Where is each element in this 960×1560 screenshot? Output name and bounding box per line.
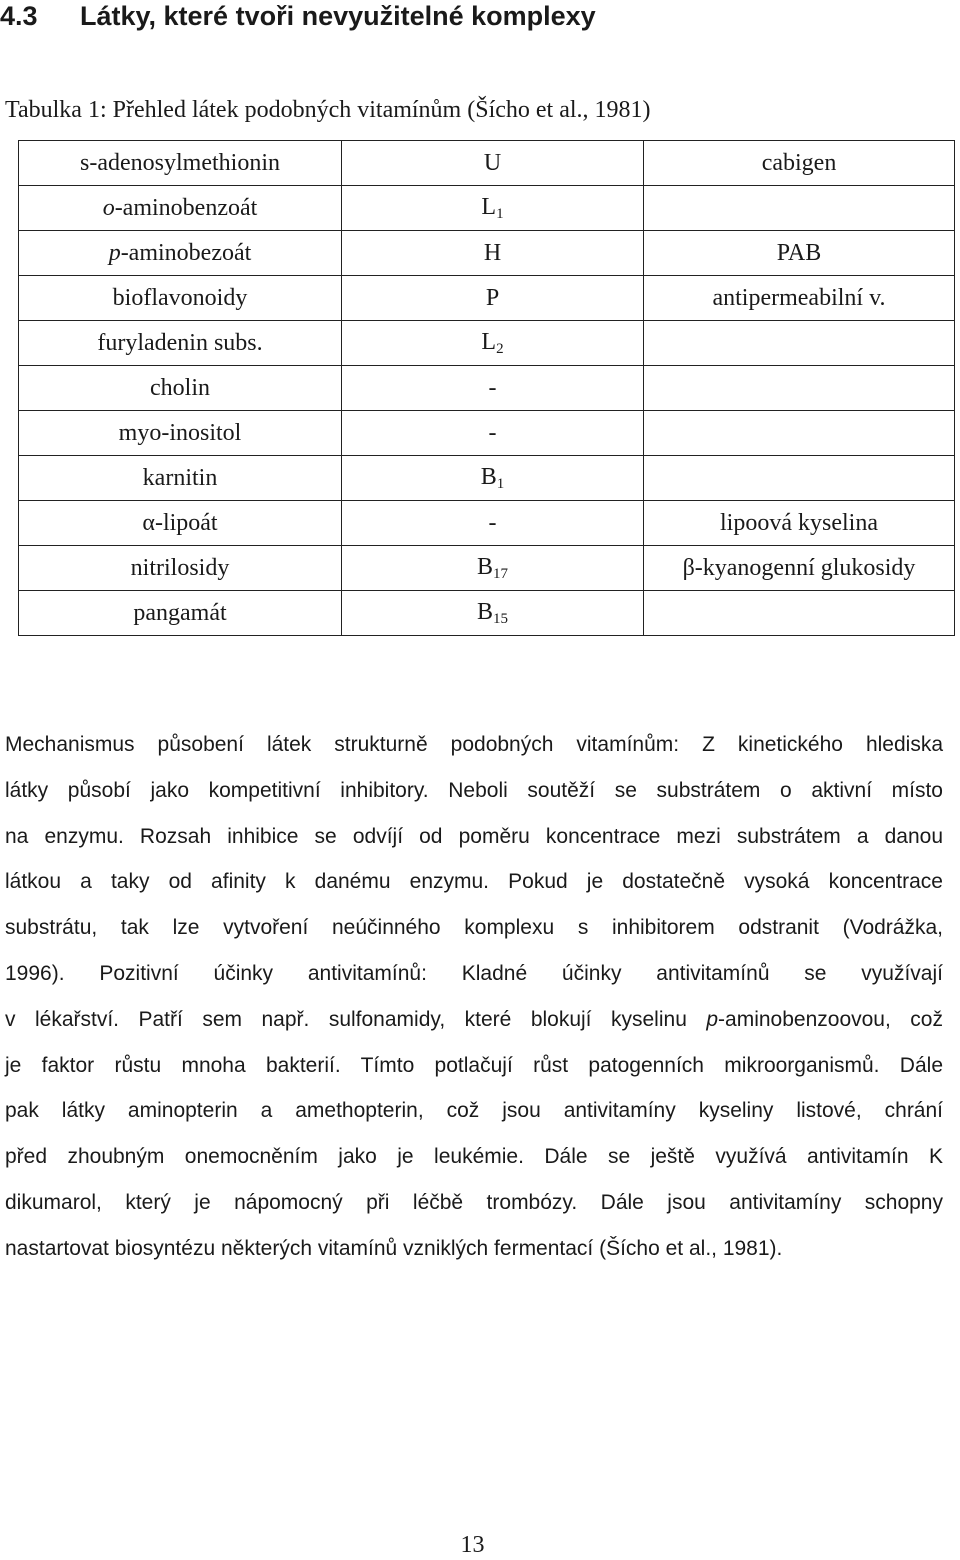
paragraph-line: substrátu, tak lze vytvoření neúčinného komplexu s inhibitorem odstranit (Vodrážka, xyxy=(5,916,943,940)
vitamin-code: P xyxy=(485,284,500,311)
substance-name-cell xyxy=(19,141,342,186)
table-row xyxy=(19,186,955,231)
table-row xyxy=(19,546,955,591)
substance-name: pangamát xyxy=(133,599,227,626)
vitamin-code: B xyxy=(476,553,493,580)
vitamin-code-cell xyxy=(342,456,644,501)
substance-name-cell xyxy=(19,231,342,276)
substance-name-prefix: p xyxy=(108,239,121,266)
italic-prefix: p xyxy=(706,1007,719,1031)
substance-note: PAB xyxy=(776,239,822,266)
paragraph-line: v lékařství. Patří sem např. sulfonamidy, které blokují kyselinu p-aminobenzoovou, což xyxy=(5,1007,943,1031)
substance-name-cell xyxy=(19,411,342,456)
paragraph-line: před zhoubným onemocněním jako je leukémie. Dále se ještě využívá antivitamín K xyxy=(5,1145,943,1169)
vitamin-code: H xyxy=(483,239,502,266)
substance-name: nitrilosidy xyxy=(130,554,230,581)
substance-name-cell xyxy=(19,456,342,501)
table-row xyxy=(19,141,955,186)
substance-note-cell xyxy=(644,591,955,636)
vitamin-code-cell xyxy=(342,591,644,636)
vitamin-code: L xyxy=(481,193,497,220)
body-paragraph xyxy=(5,722,943,1272)
paragraph-line: Mechanismus působení látek strukturně podobných vitamínům: Z kinetického hlediska xyxy=(5,733,943,756)
paragraph-line: 1996). Pozitivní účinky antivitamínů: Kladné účinky antivitamínů se využívají xyxy=(5,961,943,985)
substance-note: β-kyanogenní glukosidy xyxy=(682,554,916,581)
substance-name: furyladenin subs. xyxy=(97,329,263,356)
substance-name-cell xyxy=(19,276,342,321)
vitamin-code: - xyxy=(488,509,497,536)
section-title: Látky, které tvoři nevyužitelné komplexy xyxy=(80,1,596,31)
paragraph-line: na enzymu. Rozsah inhibice se odvíjí od poměru koncentrace mezi substrátem a danou xyxy=(5,824,943,848)
vitamin-code: B xyxy=(480,463,497,490)
table-row xyxy=(19,276,955,321)
vitamin-code-subscript: 1 xyxy=(496,205,504,222)
vitamin-code-cell xyxy=(342,501,644,546)
vitamin-code-subscript: 2 xyxy=(496,340,504,357)
vitamin-code: - xyxy=(488,419,497,446)
vitamin-code: B xyxy=(476,598,493,625)
substance-note-cell xyxy=(644,456,955,501)
substance-note-cell xyxy=(644,141,955,186)
vitamin-code-cell xyxy=(342,231,644,276)
substance-note-cell xyxy=(644,546,955,591)
substance-note: lipoová kyselina xyxy=(720,509,878,536)
vitamin-code: - xyxy=(488,374,497,401)
vitamin-code-cell xyxy=(342,141,644,186)
substance-name: s-adenosylmethionin xyxy=(80,149,280,176)
section-number: 4.3 xyxy=(0,1,38,31)
paragraph-line: látky působí jako kompetitivní inhibitory. Neboli soutěží se substrátem o aktivní místo xyxy=(5,778,943,802)
substance-name: α-lipoát xyxy=(142,509,218,536)
table-caption: Tabulka 1: Přehled látek podobných vitamínům (Šícho et al., 1981) xyxy=(5,97,651,123)
vitamin-code-cell xyxy=(342,366,644,411)
substance-note-cell xyxy=(644,411,955,456)
table-row xyxy=(19,456,955,501)
vitamin-code-subscript: 15 xyxy=(493,610,508,627)
substance-note: antipermeabilní v. xyxy=(712,284,886,311)
table-row xyxy=(19,411,955,456)
substance-note-cell xyxy=(644,186,955,231)
paragraph-line: nastartovat biosyntézu některých vitamínů vzniklých fermentací (Šícho et al., 1981). xyxy=(5,1236,783,1260)
vitamin-code-subscript: 17 xyxy=(493,565,508,582)
vitamin-code: U xyxy=(483,149,502,176)
substance-name: karnitin xyxy=(142,464,218,491)
paragraph-line: pak látky aminopterin a amethopterin, což jsou antivitamíny kyseliny listové, chrání xyxy=(5,1099,943,1123)
page-number: 13 xyxy=(460,1532,485,1558)
substance-name: -aminobezoát xyxy=(120,239,252,266)
substance-note-cell xyxy=(644,501,955,546)
vitamin-code-subscript: 1 xyxy=(496,475,505,492)
vitamin-code-cell xyxy=(342,546,644,591)
substance-name-cell xyxy=(19,186,342,231)
vitamin-code-cell xyxy=(342,321,644,366)
substance-note: cabigen xyxy=(761,149,837,176)
vitamin-like-substances-table xyxy=(18,140,955,636)
paragraph-line: látkou a taky od afinity k danému enzymu. Pokud je dostatečně vysoká koncentrace xyxy=(5,870,943,894)
substance-name-prefix: o xyxy=(102,194,115,221)
vitamin-code-cell xyxy=(342,411,644,456)
vitamin-code-cell xyxy=(342,186,644,231)
table-row xyxy=(19,231,955,276)
table-row xyxy=(19,501,955,546)
substance-name: bioflavonoidy xyxy=(112,284,248,311)
substance-name: cholin xyxy=(150,374,210,401)
substance-note-cell xyxy=(644,231,955,276)
substance-note-cell xyxy=(644,321,955,366)
substance-note-cell xyxy=(644,366,955,411)
substance-name-cell xyxy=(19,546,342,591)
substance-name: myo-inositol xyxy=(118,419,242,446)
paragraph-line: dikumarol, který je nápomocný při léčbě trombózy. Dále jsou antivitamíny schopny xyxy=(5,1190,943,1214)
vitamin-code: L xyxy=(481,328,497,355)
substance-name-cell xyxy=(19,366,342,411)
section-heading xyxy=(0,0,596,32)
table-row xyxy=(19,591,955,636)
table-row xyxy=(19,321,955,366)
vitamin-code-cell xyxy=(342,276,644,321)
substance-name-cell xyxy=(19,321,342,366)
substance-note-cell xyxy=(644,276,955,321)
table-row xyxy=(19,366,955,411)
substance-name-cell xyxy=(19,501,342,546)
substance-name-cell xyxy=(19,591,342,636)
substance-name: -aminobenzoát xyxy=(114,194,258,221)
paragraph-line: je faktor růstu mnoha bakterií. Tímto potlačují růst patogenních mikroorganismů. Dále xyxy=(5,1053,943,1077)
